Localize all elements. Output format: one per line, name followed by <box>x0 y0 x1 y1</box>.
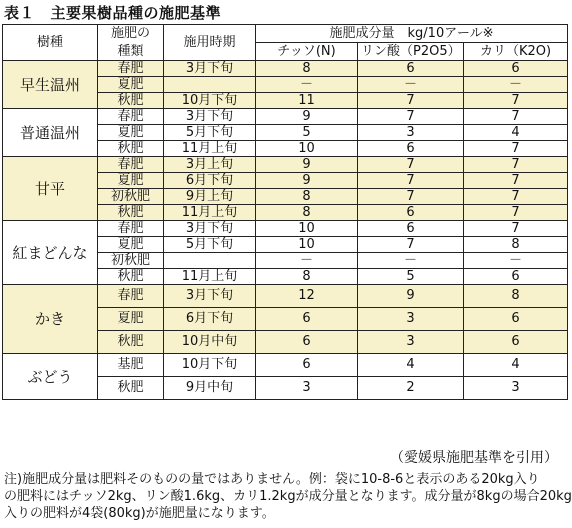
cell-potash: 7 <box>464 141 568 157</box>
cell-fertilizer-type: 夏肥 <box>98 237 164 253</box>
cell-potash: 3 <box>464 377 568 400</box>
cell-potash: 7 <box>464 221 568 237</box>
cell-phosphate: 7 <box>358 173 464 189</box>
cell-potash: 8 <box>464 285 568 308</box>
header-timing: 施用時期 <box>164 25 256 61</box>
cell-fertilizer-type: 初秋肥 <box>98 253 164 269</box>
cell-phosphate: 7 <box>358 109 464 125</box>
cell-nitrogen: 9 <box>256 173 358 189</box>
cell-phosphate: 6 <box>358 141 464 157</box>
cell-phosphate: 5 <box>358 269 464 285</box>
cell-timing: 11月上旬 <box>164 141 256 157</box>
cell-fertilizer-type: 夏肥 <box>98 125 164 141</box>
table-row <box>3 109 568 125</box>
footnote-line: の肥料にはチッソ2kg、リン酸1.6kg、カリ1.2kgが成分量となります。成分量が8kgの場合20kg <box>4 489 572 504</box>
table-row <box>3 61 568 77</box>
cell-phosphate: 6 <box>358 61 464 77</box>
cell-phosphate: 9 <box>358 285 464 308</box>
table-row <box>3 354 568 377</box>
header-variety: 樹種 <box>3 25 98 61</box>
header-potash: カリ（K2O) <box>464 43 568 61</box>
header-phosphate: リン酸（P2O5） <box>358 43 464 61</box>
source-citation: （愛媛県施肥基準を引用） <box>390 450 558 466</box>
cell-nitrogen: 9 <box>256 157 358 173</box>
cell-variety: 早生温州 <box>3 61 98 109</box>
cell-potash: 7 <box>464 93 568 109</box>
fertilizer-standard-table <box>2 24 568 400</box>
cell-nitrogen: 10 <box>256 141 358 157</box>
cell-nitrogen: 8 <box>256 61 358 77</box>
cell-variety: 普通温州 <box>3 109 98 157</box>
cell-nitrogen: 8 <box>256 269 358 285</box>
cell-timing: 10月中旬 <box>164 331 256 354</box>
cell-phosphate: 7 <box>358 237 464 253</box>
header-type-line2: 種類 <box>98 43 164 61</box>
cell-timing: 5月下旬 <box>164 125 256 141</box>
cell-fertilizer-type: 春肥 <box>98 221 164 237</box>
cell-potash: 6 <box>464 269 568 285</box>
cell-fertilizer-type: 夏肥 <box>98 77 164 93</box>
cell-variety: かき <box>3 285 98 354</box>
cell-timing: 3月下旬 <box>164 109 256 125</box>
header-type-line1: 施肥の <box>98 25 164 43</box>
variety-group <box>3 157 568 221</box>
header-component-group: 施肥成分量 kg/10アール※ <box>256 25 568 43</box>
cell-fertilizer-type: 春肥 <box>98 157 164 173</box>
cell-phosphate: 2 <box>358 377 464 400</box>
cell-phosphate: 6 <box>358 205 464 221</box>
cell-fertilizer-type: 夏肥 <box>98 173 164 189</box>
cell-nitrogen: 12 <box>256 285 358 308</box>
variety-group <box>3 354 568 400</box>
table-title: 表１ 主要果樹品種の施肥基準 <box>4 4 222 22</box>
cell-timing: 9月中旬 <box>164 377 256 400</box>
cell-nitrogen: 6 <box>256 331 358 354</box>
variety-group <box>3 61 568 109</box>
cell-potash: 6 <box>464 331 568 354</box>
cell-phosphate: 3 <box>358 125 464 141</box>
cell-fertilizer-type: 春肥 <box>98 285 164 308</box>
cell-potash: － <box>464 253 568 269</box>
footnote-line: 注)施肥成分量は肥料そのものの量ではありません。例：袋に10-8-6と表示のある20kg入り <box>4 472 540 487</box>
cell-fertilizer-type: 基肥 <box>98 354 164 377</box>
variety-group <box>3 221 568 285</box>
cell-fertilizer-type: 秋肥 <box>98 205 164 221</box>
cell-variety: ぶどう <box>3 354 98 400</box>
cell-nitrogen: － <box>256 77 358 93</box>
cell-nitrogen: 10 <box>256 221 358 237</box>
cell-timing: 9月上旬 <box>164 189 256 205</box>
cell-fertilizer-type: 秋肥 <box>98 331 164 354</box>
cell-fertilizer-type: 秋肥 <box>98 93 164 109</box>
cell-nitrogen: 9 <box>256 109 358 125</box>
cell-potash: 7 <box>464 205 568 221</box>
cell-potash: 7 <box>464 173 568 189</box>
cell-fertilizer-type: 春肥 <box>98 109 164 125</box>
cell-timing: 3月下旬 <box>164 285 256 308</box>
cell-nitrogen: 5 <box>256 125 358 141</box>
cell-fertilizer-type: 秋肥 <box>98 269 164 285</box>
cell-phosphate: 6 <box>358 221 464 237</box>
cell-potash: 7 <box>464 157 568 173</box>
cell-fertilizer-type: 秋肥 <box>98 141 164 157</box>
cell-timing: 10月下旬 <box>164 93 256 109</box>
cell-potash: 8 <box>464 237 568 253</box>
cell-timing: 11月上旬 <box>164 269 256 285</box>
header-nitrogen: チッソ(N) <box>256 43 358 61</box>
cell-phosphate: 3 <box>358 331 464 354</box>
cell-phosphate: － <box>358 253 464 269</box>
cell-potash: － <box>464 77 568 93</box>
cell-timing <box>164 77 256 93</box>
table-row <box>3 157 568 173</box>
cell-phosphate: 7 <box>358 189 464 205</box>
table-row <box>3 285 568 308</box>
cell-timing: 5月下旬 <box>164 237 256 253</box>
cell-timing: 6月下旬 <box>164 308 256 331</box>
cell-potash: 4 <box>464 354 568 377</box>
cell-phosphate: 3 <box>358 308 464 331</box>
cell-potash: 7 <box>464 109 568 125</box>
cell-nitrogen: 11 <box>256 93 358 109</box>
cell-timing <box>164 253 256 269</box>
cell-variety: 紅まどんな <box>3 221 98 285</box>
cell-nitrogen: 8 <box>256 205 358 221</box>
cell-potash: 4 <box>464 125 568 141</box>
cell-phosphate: 7 <box>358 157 464 173</box>
cell-fertilizer-type: 夏肥 <box>98 308 164 331</box>
cell-fertilizer-type: 春肥 <box>98 61 164 77</box>
cell-nitrogen: － <box>256 253 358 269</box>
cell-variety: 甘平 <box>3 157 98 221</box>
cell-nitrogen: 3 <box>256 377 358 400</box>
cell-fertilizer-type: 初秋肥 <box>98 189 164 205</box>
cell-nitrogen: 6 <box>256 308 358 331</box>
cell-timing: 10月下旬 <box>164 354 256 377</box>
cell-timing: 3月上旬 <box>164 157 256 173</box>
cell-nitrogen: 8 <box>256 189 358 205</box>
cell-nitrogen: 10 <box>256 237 358 253</box>
cell-nitrogen: 6 <box>256 354 358 377</box>
cell-timing: 3月下旬 <box>164 221 256 237</box>
cell-phosphate: － <box>358 77 464 93</box>
cell-potash: 6 <box>464 61 568 77</box>
cell-fertilizer-type: 秋肥 <box>98 377 164 400</box>
table-row <box>3 221 568 237</box>
cell-timing: 6月下旬 <box>164 173 256 189</box>
cell-phosphate: 4 <box>358 354 464 377</box>
cell-phosphate: 7 <box>358 93 464 109</box>
table-header <box>3 25 568 61</box>
cell-timing: 11月上旬 <box>164 205 256 221</box>
variety-group <box>3 109 568 157</box>
cell-potash: 7 <box>464 189 568 205</box>
cell-timing: 3月下旬 <box>164 61 256 77</box>
variety-group <box>3 285 568 354</box>
footnote <box>4 471 572 522</box>
footnote-line: 入りの肥料が4袋(80kg)が施肥量になります。 <box>4 506 275 521</box>
cell-potash: 6 <box>464 308 568 331</box>
